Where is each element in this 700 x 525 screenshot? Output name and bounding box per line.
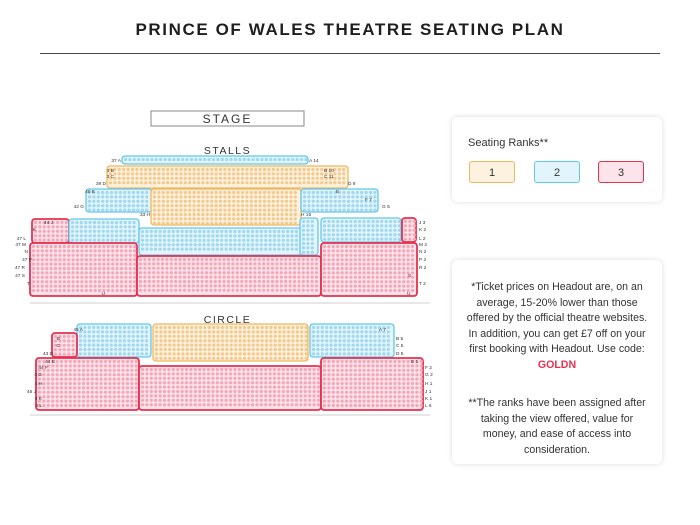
stalls-row-label: R 2 xyxy=(419,266,427,271)
circle-row-label: B 5 xyxy=(396,337,404,342)
circle-row-label: C 5 xyxy=(396,344,404,349)
circle-label: CIRCLE xyxy=(203,314,252,326)
stalls-row-label: K xyxy=(32,228,36,233)
circle-left-a-d xyxy=(77,324,151,357)
circle-row-label: 44 E xyxy=(45,360,55,365)
stalls-row-label: 47 P xyxy=(22,258,32,263)
circle-row-label: B xyxy=(56,337,60,342)
stalls-centre-j-m xyxy=(139,228,301,255)
circle-row-label: E 1 xyxy=(411,360,419,365)
stalls-centre-d-h xyxy=(151,189,301,225)
stalls-row-label: 40 E xyxy=(85,190,95,195)
stalls-right-rear xyxy=(321,243,417,296)
stalls-rows-b-c xyxy=(107,166,348,188)
stalls-centre-right-h-m xyxy=(300,218,318,255)
stalls-row-label: K 2 xyxy=(419,228,427,233)
stalls-row-label: P 2 xyxy=(419,258,427,263)
ticket-price-note: *Ticket prices on Headout are, on an average, 15-20% lower than those offered by the official theatre websites. In addition, you can get £7 off on your first booking with Headout. Use code: GOLDN xyxy=(466,281,648,371)
circle-row-label: K 1 xyxy=(425,397,433,402)
stalls-right-j-k xyxy=(321,218,401,242)
circle-row-label: J 1 xyxy=(425,390,432,395)
stalls-row-label: 3 B xyxy=(106,169,114,174)
price-note-card xyxy=(452,260,662,464)
stalls-row-label: U xyxy=(101,292,105,297)
stalls-row-label: H 15 xyxy=(301,213,312,218)
circle-row-label: 4 H xyxy=(34,382,42,387)
stalls-row-label: T 2 xyxy=(419,282,426,287)
stalls-row-label: D 9 xyxy=(348,182,356,187)
circle-row-label: D 5 xyxy=(396,352,404,357)
page-title: PRINCE OF WALES THEATRE SEATING PLAN xyxy=(135,20,565,39)
circle-row-label: A 7 xyxy=(379,328,386,333)
stalls-row-label: T xyxy=(27,282,30,287)
stalls-left-rear xyxy=(30,243,137,296)
stalls-row-label: J 3 xyxy=(419,221,426,226)
stalls-row-label: N 2 xyxy=(419,250,427,255)
stalls-left-j-k xyxy=(69,219,139,243)
stalls-row-label: B 10 xyxy=(324,169,334,174)
circle-row-label: H 1 xyxy=(425,382,433,387)
stalls-row-label: G 5 xyxy=(382,205,390,210)
stalls-row-label: 33 H xyxy=(139,213,150,218)
circle-row-label: 44 F xyxy=(38,366,48,371)
circle-row-label: 43 D xyxy=(42,352,53,357)
circle-row-label: L 6 xyxy=(425,404,432,409)
stalls-label: STALLS xyxy=(203,145,252,157)
circle-right-rear xyxy=(321,358,423,410)
circle-row-label: F 2 xyxy=(425,366,432,371)
legend-title: Seating Ranks** xyxy=(468,137,549,149)
stalls-row-label: 47 L xyxy=(16,237,26,242)
stalls-row-label: 42 G xyxy=(73,205,84,210)
circle-row-label: G 2 xyxy=(425,373,433,378)
stalls-row-label: N xyxy=(24,250,28,255)
circle-row-label: 4 L xyxy=(35,404,42,409)
stalls-row-label: E xyxy=(336,190,340,195)
ranks-note: **The ranks have been assigned after taking the view offered, value for money, and ease of access into consideration. xyxy=(468,397,646,456)
promo-code: GOLDN xyxy=(537,358,577,371)
rank-1-badge: 1 xyxy=(469,161,515,183)
stalls-right-edge-j-k xyxy=(402,218,416,242)
stalls-left-d-g xyxy=(86,189,152,212)
stalls-row-label: 47 S xyxy=(15,274,25,279)
circle-row-label: 4 G xyxy=(34,373,42,378)
stalls-row-label: F 7 xyxy=(365,198,372,203)
stalls-row-label: C 11 xyxy=(324,175,334,180)
stalls-row-label: 39 D xyxy=(95,182,106,187)
seating-ranks-legend xyxy=(452,117,662,202)
stalls-centre-rear xyxy=(137,256,321,296)
stalls-row-label: M 2 xyxy=(419,243,427,248)
stalls-row-label: 3 C xyxy=(106,175,114,180)
circle-row-label: C xyxy=(56,344,60,349)
stalls-row-a xyxy=(122,156,308,164)
stalls-row-label: 37 A xyxy=(111,159,121,164)
circle-centre-rear xyxy=(139,366,321,410)
stalls-row-label: U xyxy=(407,292,411,297)
circle-row-label: 46 J xyxy=(26,390,36,395)
circle-left-rear xyxy=(36,358,139,410)
stalls-row-label: S xyxy=(408,274,412,279)
circle-row-label: 45 A xyxy=(73,328,83,333)
circle-row-label: 4 K xyxy=(34,397,42,402)
stalls-row-label: 44 J xyxy=(43,221,53,226)
stalls-row-label: A 14 xyxy=(309,159,319,164)
stage-label: STAGE xyxy=(202,112,253,126)
circle-centre-a-e xyxy=(153,324,308,361)
stalls-row-label: L 2 xyxy=(419,237,426,242)
stalls-row-label: 47 R xyxy=(14,266,25,271)
stalls-row-label: 47 M xyxy=(15,243,26,248)
rank-3-badge: 3 xyxy=(598,161,644,183)
rank-2-badge: 2 xyxy=(534,161,580,183)
